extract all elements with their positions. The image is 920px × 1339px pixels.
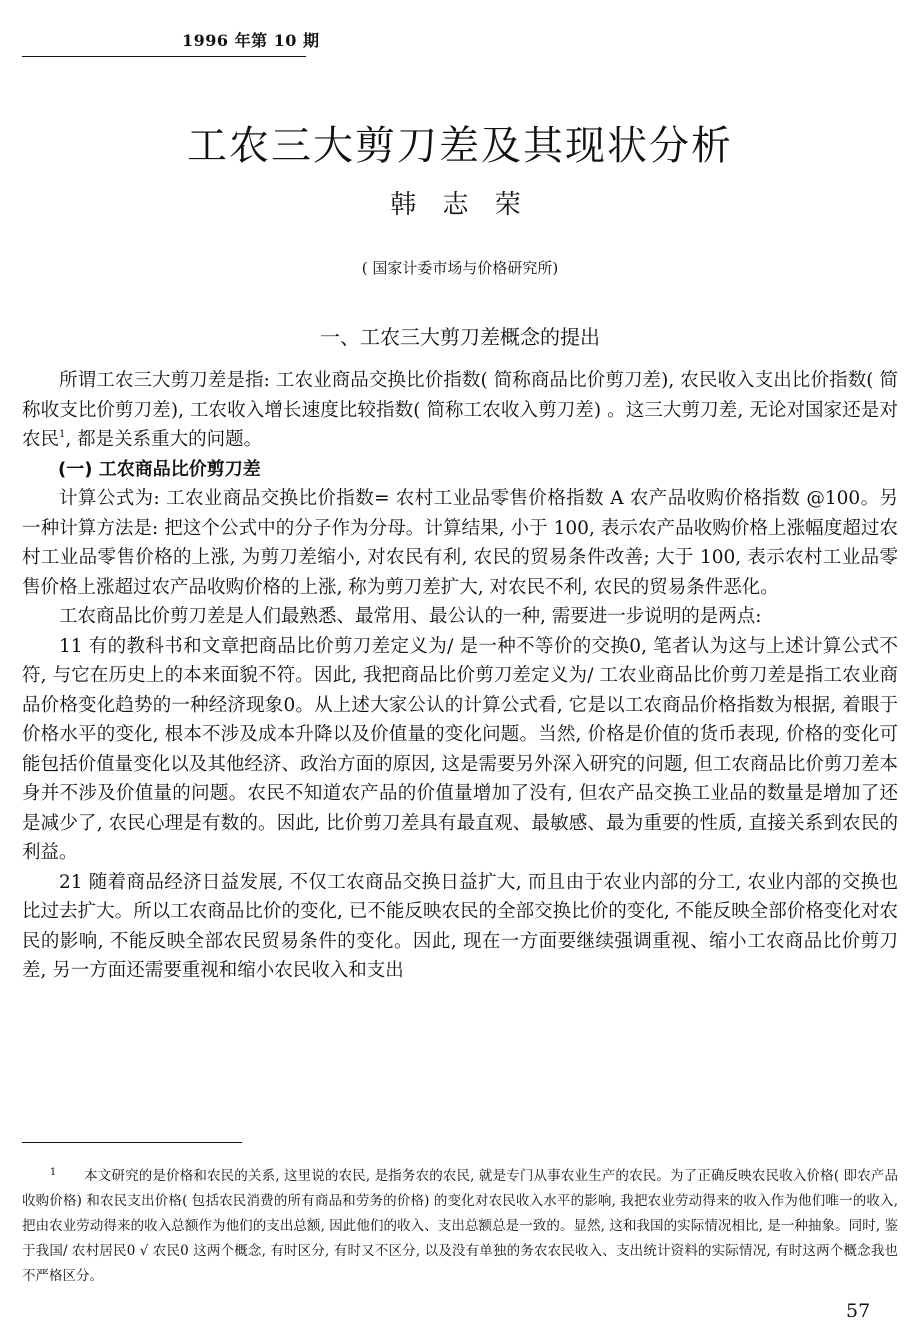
section-heading: 一、工农三大剪刀差概念的提出: [320, 325, 600, 349]
formula-paragraph: 计算公式为: 工农业商品交换比价指数= 农村工业品零售价格指数 A 农产品收购价格指数 @100。另一种计算方法是: 把这个公式中的分子作为分母。计算结果, 小于 100, 表示农产品收购价格上涨幅度超过农村工业品零售价格的上涨, 为剪刀差缩小, 对农民有利, 农民的贸易条件改善; 大于 100, 表示农村工业品零售价格上涨超过农产品收购价格的上涨, 称为剪刀差扩大, 对农民不利, 农民的贸易条件恶化。: [22, 488, 898, 598]
subsection-heading: (一) 工农商品比价剪刀差: [58, 458, 261, 480]
two-points-paragraph: 工农商品比价剪刀差是人们最熟悉、最常用、最公认的一种, 需要进一步说明的是两点:: [59, 606, 762, 627]
article-title: 工农三大剪刀差及其现状分析: [187, 123, 733, 169]
issue-label: 1996 年第 10 期: [182, 31, 320, 50]
footnote-divider: [22, 1142, 242, 1143]
point-one-paragraph: 11 有的教科书和文章把商品比价剪刀差定义为/ 是一种不等价的交换0, 笔者认为这与上述计算公式不符, 与它在历史上的本来面貌不符。因此, 我把商品比价剪刀差定义为/ 工农业商品比价剪刀差是指工农业商品价格变化趋势的一种经济现象0。从上述大家公认的计算公式看, 它是以工农商品价格指数为根据, 着眼于价格水平的变化, 根本不涉及成本升降以及价值量的变化问题。当然, 价格是价值的货币表现, 价格的变化可能包括价值量变化以及其他经济、政治方面的原因, 这是需要另外深入研究的问题, 但工农商品比价剪刀差本身并不涉及价值量的问题。农民不知道农产品的价值量增加了没有, 但农产品交换工业品的数量是增加了还是减少了, 农民心理是有数的。因此, 比价剪刀差具有最直观、最敏感、最为重要的性质, 直接关系到农民的利益。: [22, 635, 899, 863]
footnote-text: 本文研究的是价格和农民的关系, 这里说的农民, 是指务农的农民, 就是专门从事农业生产的农民。为了正确反映农民收入价格( 即农产品收购价格) 和农民支出价格( 包括农民消费的所有商品和劳务的价格) 的变化对农民收入水平的影响, 我把农业劳动得来的收入作为他们唯一的收入, 把由农业劳动得来的收入总额作为他们的支出总额, 因此他们的收入、支出总额总是一致的。显然, 这和我国的实际情况相比, 是一种抽象。同时, 鉴于我国/ 农村居民0 √ 农民0 这两个概念, 有时区分, 有时又不区分, 以及没有单独的务农农民收入、支出统计资料的实际情况, 有时这两个概念我也不严格区分。: [22, 1168, 898, 1284]
page-number: 57: [846, 1300, 871, 1322]
point-two-paragraph: 21 随着商品经济日益发展, 不仅工农商品交换日益扩大, 而且由于农业内部的分工, 农业内部的交换也比过去扩大。所以工农商品比价的变化, 已不能反映农民的全部交换比价的变化, 不能反映全部价格变化对农民的影响, 不能反映全部农民贸易条件的变化。因此, 现在一方面要继续强调重视、缩小工农商品比价剪刀差, 另一方面还需要重视和缩小农民收入和支出: [22, 871, 898, 981]
footnote-reference[interactable]: 1: [59, 429, 66, 440]
author-affiliation: ( 国家计委市场与价格研究所): [361, 259, 559, 277]
footnote-mark: 1: [49, 1167, 57, 1178]
running-header: [22, 26, 320, 57]
intro-text-after-note: , 都是关系重大的问题。: [65, 429, 263, 450]
footnote: [22, 1160, 898, 1289]
intro-paragraph: [22, 366, 898, 455]
intro-text-before-note: 所谓工农三大剪刀差是指: 工农业商品交换比价指数( 简称商品比价剪刀差), 农民收入支出比价指数( 简称收支比价剪刀差), 工农收入增长速度比较指数( 简称工农收入剪刀差) 。这三大剪刀差, 无论对国家还是对农民: [22, 370, 898, 450]
author-name: 韩 志 荣: [390, 190, 530, 220]
article-body: [22, 366, 898, 986]
